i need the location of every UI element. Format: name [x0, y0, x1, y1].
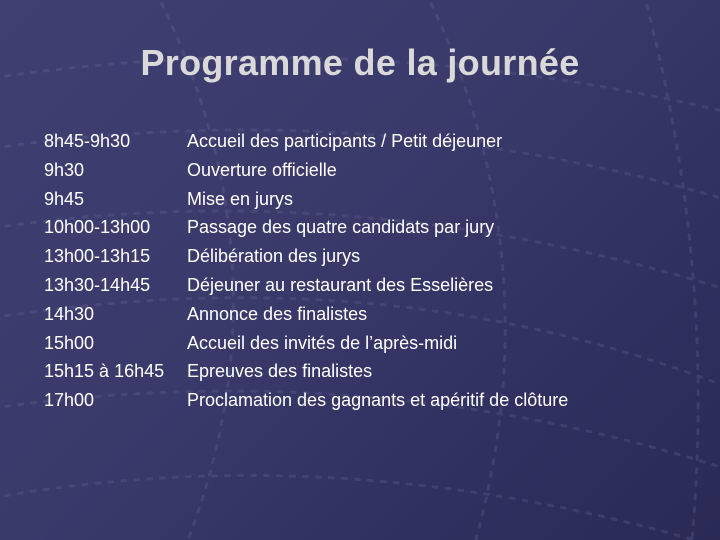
schedule-row — [44, 213, 664, 242]
schedule-time: 13h30-14h45 — [44, 274, 151, 295]
schedule-event: Epreuves des finalistes — [187, 361, 373, 382]
schedule-row — [44, 386, 664, 415]
schedule-event: Accueil des participants / Petit déjeuner — [187, 131, 503, 151]
schedule-event: Annonce des finalistes — [187, 303, 368, 324]
schedule-time: 9h30 — [44, 159, 85, 180]
page-title: Programme de la journée — [140, 42, 580, 83]
schedule-row — [44, 300, 664, 329]
schedule-row — [44, 156, 664, 185]
schedule-event: Mise en jurys — [187, 188, 294, 209]
schedule-time: 13h00-13h15 — [44, 246, 151, 267]
schedule-time: 10h00-13h00 — [44, 217, 151, 238]
schedule-row — [44, 127, 664, 156]
schedule-event: Ouverture officielle — [187, 159, 337, 180]
schedule-time: 9h45 — [44, 188, 85, 209]
schedule-row — [44, 185, 664, 214]
schedule-time: 15h15 à 16h45 — [44, 361, 165, 382]
schedule-time: 17h00 — [44, 390, 95, 411]
schedule-time: 8h45-9h30 — [44, 131, 131, 151]
schedule-list — [44, 127, 664, 415]
schedule-event: Proclamation des gagnants et apéritif de clôture — [187, 390, 569, 411]
schedule-row — [44, 329, 664, 358]
schedule-event: Accueil des invités de l’après-midi — [187, 332, 458, 353]
schedule-event: Déjeuner au restaurant des Esselières — [187, 274, 494, 295]
schedule-event: Délibération des jurys — [187, 246, 361, 267]
schedule-time: 15h00 — [44, 332, 95, 353]
schedule-row — [44, 357, 664, 386]
schedule-row — [44, 242, 664, 271]
schedule-time: 14h30 — [44, 303, 95, 324]
schedule-event: Passage des quatre candidats par jury — [187, 217, 495, 238]
schedule-row — [44, 271, 664, 300]
